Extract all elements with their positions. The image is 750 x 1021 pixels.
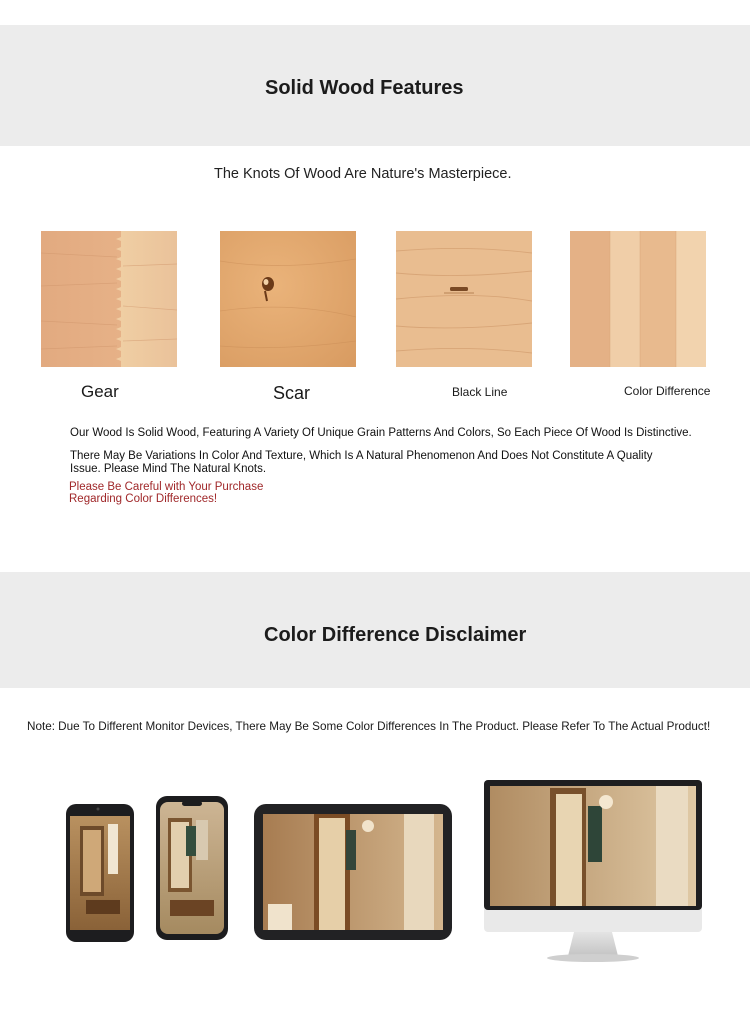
color-warning [69, 482, 263, 505]
variation-notice: There May Be Variations In Color And Texture, Which Is A Natural Phenomenon And Does Not Constitute A Quality Issue. Please Mind The Natural Knots. [70, 450, 653, 475]
wood-swatch-black-line [396, 231, 532, 367]
desktop-monitor-device [484, 780, 702, 964]
solid-wood-description: Our Wood Is Solid Wood, Featuring A Variety Of Unique Grain Patterns And Colors, So Each Piece Of Wood Is Distinctive. [70, 427, 692, 439]
tablet-device [254, 804, 452, 940]
section-header-band [0, 25, 750, 146]
wood-swatch-scar [220, 231, 356, 367]
section-header-band-disclaimer [0, 572, 750, 688]
wood-swatch-gear [41, 231, 177, 367]
wood-gear-joint-icon [41, 231, 177, 367]
section-title-disclaimer: Color Difference Disclaimer [264, 624, 527, 646]
section-title-solid-wood: Solid Wood Features [265, 77, 464, 99]
desktop-monitor-icon [484, 780, 702, 964]
color-warning-line-1: Please Be Careful with Your Purchase [69, 481, 264, 493]
swatch-label-gear: Gear [81, 382, 119, 401]
swatch-label-black-line: Black Line [452, 385, 508, 399]
swatch-label-scar: Scar [273, 383, 311, 403]
phone-dark-device [66, 804, 134, 942]
phone-icon [156, 796, 228, 940]
color-warning-line-2: Regarding Color Differences! [69, 492, 218, 505]
phone-light-device [156, 796, 228, 940]
wood-scar-knot-icon [220, 231, 356, 367]
wood-black-line-icon [396, 231, 532, 367]
monitor-note: Note: Due To Different Monitor Devices, There May Be Some Color Differences In The Product. Please Refer To The Actual Product! [27, 720, 711, 733]
swatch-label-color-difference: Color Difference [624, 384, 711, 398]
wood-swatch-color-difference [570, 231, 706, 367]
tablet-icon [254, 804, 452, 940]
section-subtitle: The Knots Of Wood Are Nature's Masterpiece. [214, 166, 512, 182]
wood-color-difference-icon [570, 231, 706, 367]
phone-icon [66, 804, 134, 942]
